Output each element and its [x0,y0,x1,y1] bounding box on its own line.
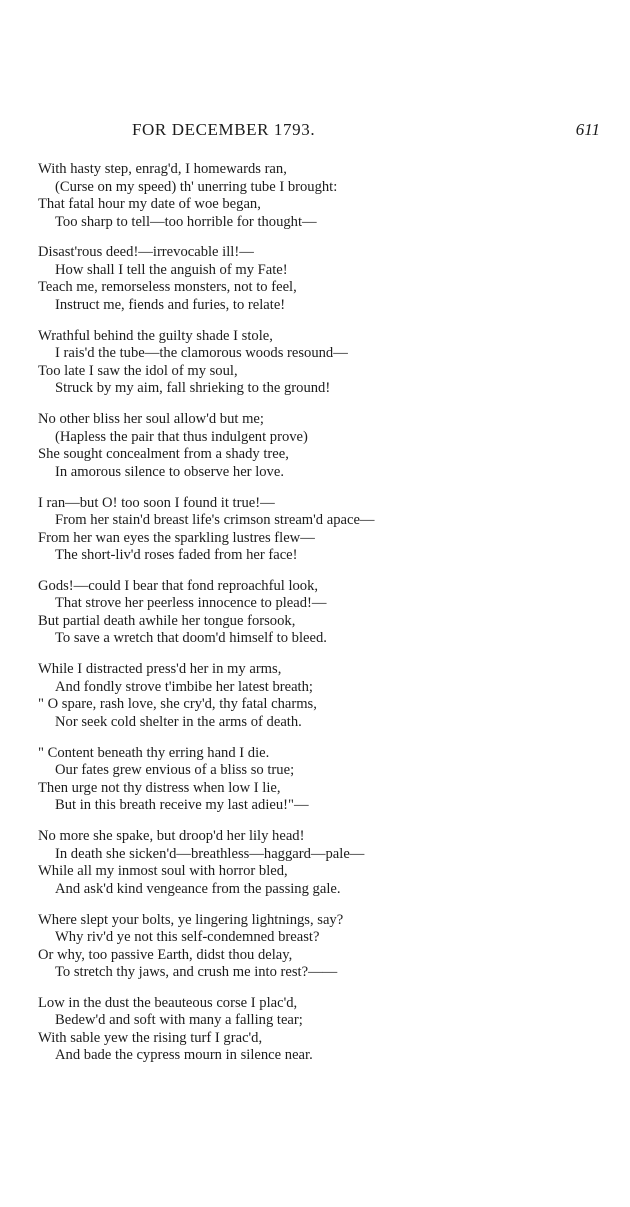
poem-line: Why riv'd ye not this self-condemned breast? [55,929,320,946]
poem-line: While all my inmost soul with horror bled, [38,863,288,880]
running-title: FOR DECEMBER 1793. [132,120,316,139]
poem-line: That strove her peerless innocence to plead!— [55,595,327,612]
poem-line: " Content beneath thy erring hand I die. [38,744,270,761]
poem-line: To save a wretch that doom'd himself to bleed. [55,630,327,647]
poem-line: From her wan eyes the sparkling lustres flew— [38,529,315,546]
poem-line: Too late I saw the idol of my soul, [38,362,238,379]
poem-line: And ask'd kind vengeance from the passing gale. [55,880,341,897]
poem-line: Teach me, remorseless monsters, not to feel, [38,279,297,296]
stanza [38,912,598,982]
poem-line: With hasty step, enrag'd, I homewards ran, [38,161,287,177]
poem-line: Low in the dust the beauteous corse I plac'd, [38,994,298,1011]
poem-line: And bade the cypress mourn in silence near. [55,1047,313,1064]
poem-line: No more she spake, but droop'd her lily head! [38,828,305,845]
stanza [38,161,598,231]
page-number: 611 [575,120,600,139]
poem-line: To stretch thy jaws, and crush me into rest?—— [55,964,338,981]
poem-line: Bedew'd and soft with many a falling tear; [55,1012,303,1029]
poem-line: Too sharp to tell—too horrible for thought— [55,213,317,230]
poem-line: (Curse on my speed) th' unerring tube I brought: [55,178,338,195]
stanza [38,495,598,565]
stanza [38,995,598,1065]
poem-line: How shall I tell the anguish of my Fate! [55,261,288,278]
poem-line: That fatal hour my date of woe began, [38,196,261,212]
poem-line: Wrathful behind the guilty shade I stole, [38,327,273,344]
poem-line: But in this breath receive my last adieu!"— [55,797,309,814]
poem-line: Where slept your bolts, ye lingering lightnings, say? [38,911,344,928]
poem-line: Nor seek cold shelter in the arms of death. [55,713,302,730]
poem-line: No other bliss her soul allow'd but me; [38,411,264,428]
poem-line: In death she sicken'd—breathless—haggard—pale— [55,845,365,862]
poem-line: The short-liv'd roses faded from her face! [55,547,298,564]
stanza [38,578,598,648]
poem-line: Then urge not thy distress when low I lie, [38,779,281,796]
stanza [38,328,598,398]
poem-line: Instruct me, fiends and furies, to relate! [55,296,286,313]
poem-line: And fondly strove t'imbibe her latest breath; [55,678,313,695]
poem-line: Gods!—could I bear that fond reproachful look, [38,577,319,594]
poem-line: But partial death awhile her tongue forsook, [38,612,296,629]
stanza [38,828,598,898]
poem-line: From her stain'd breast life's crimson stream'd apace— [55,512,375,529]
poem-line: Disast'rous deed!—irrevocable ill!— [38,244,254,261]
poem-line: Our fates grew envious of a bliss so true; [55,762,295,779]
poem-line: Or why, too passive Earth, didst thou delay, [38,946,293,963]
poem-line: In amorous silence to observe her love. [55,463,284,480]
poem-line: " O spare, rash love, she cry'd, thy fatal charms, [38,696,317,713]
stanza [38,244,598,314]
poem-line: While I distracted press'd her in my arms, [38,661,282,678]
stanza [38,411,598,481]
poem-line: She sought concealment from a shady tree, [38,446,289,463]
poem [38,161,598,1078]
poem-line: With sable yew the rising turf I grac'd, [38,1029,263,1046]
poem-line: Struck by my aim, fall shrieking to the ground! [55,380,331,397]
stanza [38,661,598,731]
stanza [38,745,598,815]
poem-line: I rais'd the tube—the clamorous woods resound— [55,345,348,362]
poem-line: I ran—but O! too soon I found it true!— [38,494,275,511]
running-header [40,120,600,144]
poem-line: (Hapless the pair that thus indulgent prove) [55,428,308,445]
